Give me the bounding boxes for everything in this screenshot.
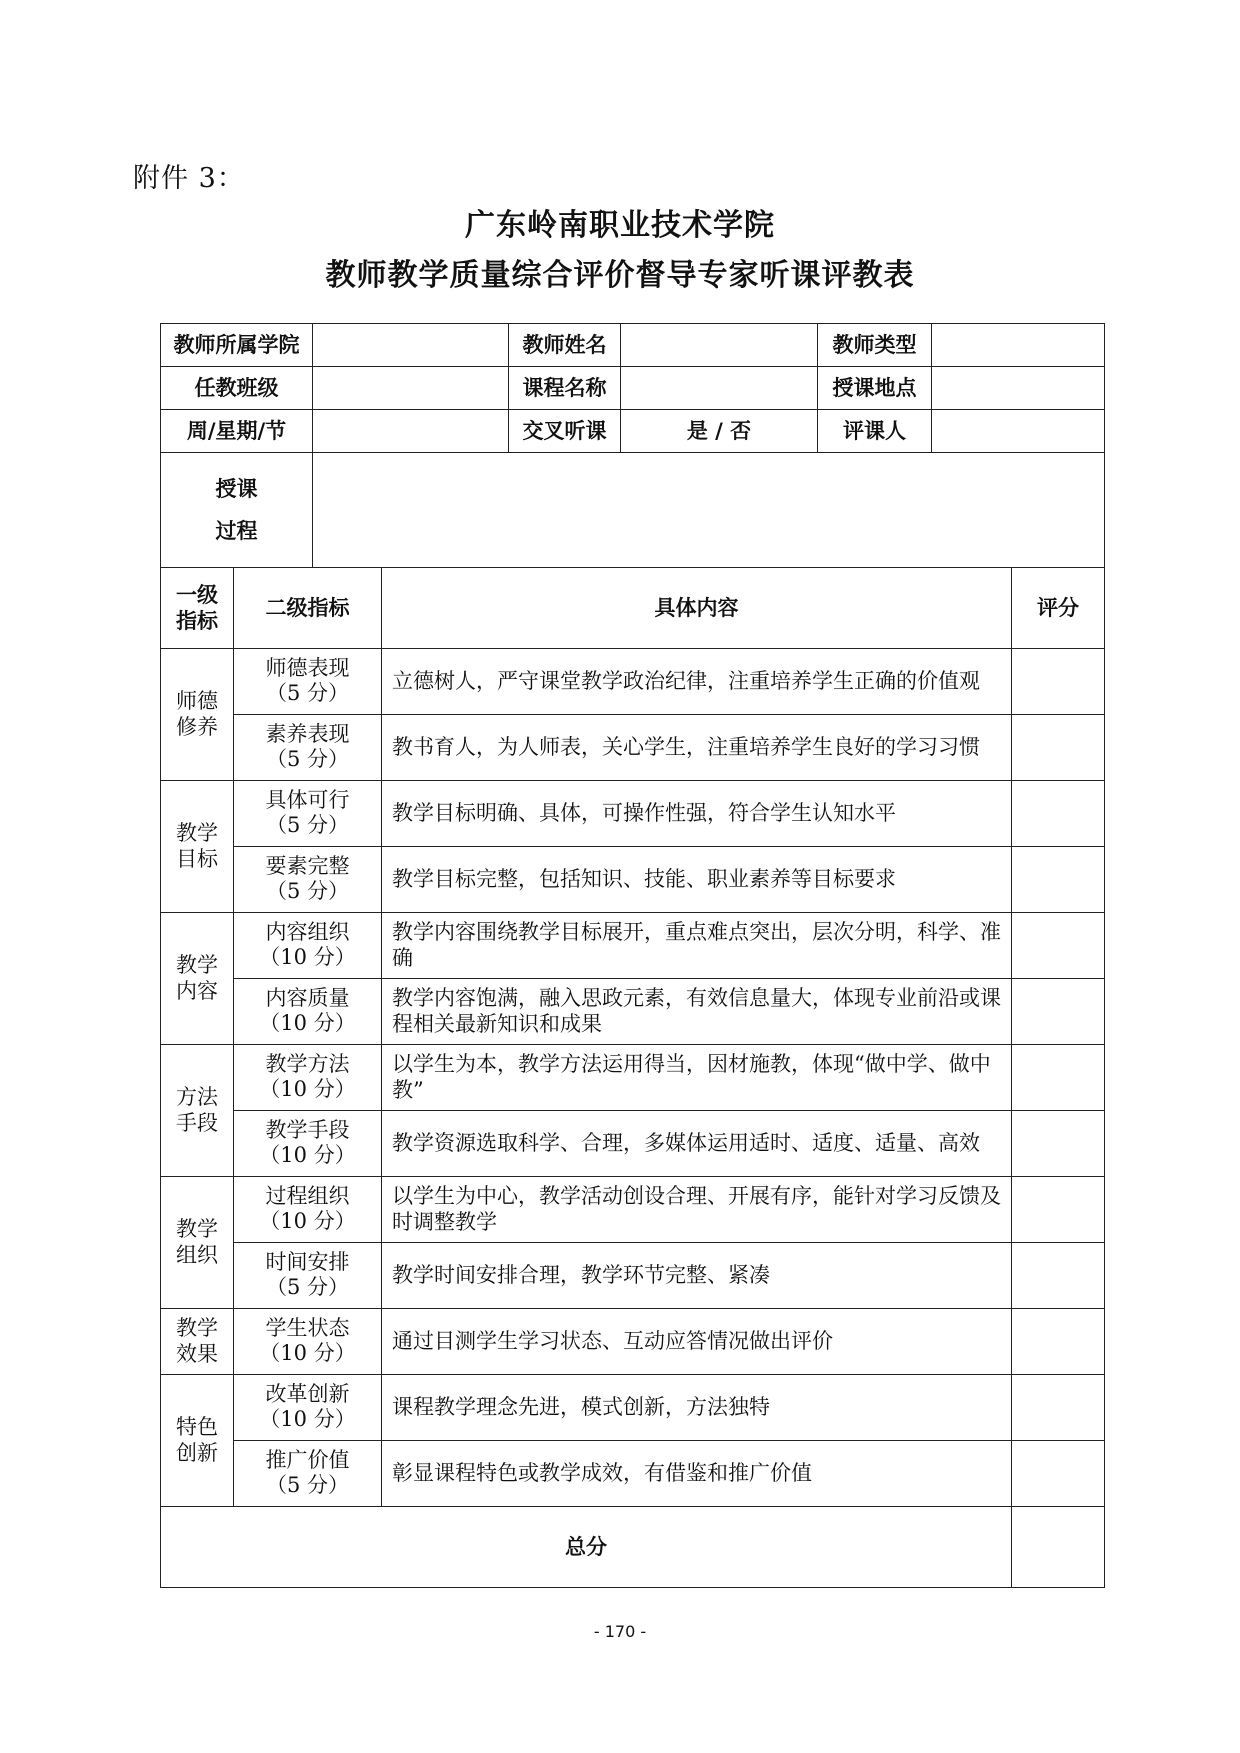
indicator-points: （10 分）: [259, 1143, 356, 1167]
course-label: 课程名称: [509, 367, 621, 410]
category-cell: [161, 648, 234, 780]
category-line1: 方法: [176, 1085, 218, 1109]
score-field[interactable]: [1012, 780, 1105, 846]
indicator-points: （10 分）: [259, 1011, 356, 1035]
category-line2: 创新: [176, 1441, 218, 1465]
indicator-content: 彰显课程特色或教学成效，有借鉴和推广价值: [382, 1440, 1012, 1506]
indicator-cell: [234, 648, 382, 714]
indicator-content: 教学目标明确、具体，可操作性强，符合学生认知水平: [382, 780, 1012, 846]
indicator-cell: [234, 1176, 382, 1242]
indicator-name: 内容组织: [265, 920, 350, 944]
indicator-name: 改革创新: [265, 1382, 350, 1406]
indicator-content: 教学时间安排合理，教学环节完整、紧凑: [382, 1242, 1012, 1308]
indicator-points: （5 分）: [265, 747, 350, 771]
total-label: 总分: [161, 1506, 1012, 1587]
course-field[interactable]: [621, 367, 818, 410]
category-cell: [161, 1374, 234, 1506]
indicator-cell: [234, 1374, 382, 1440]
location-field[interactable]: [932, 367, 1105, 410]
category-line2: 目标: [176, 847, 218, 871]
category-line1: 师德: [176, 689, 218, 713]
teacher-name-label: 教师姓名: [509, 324, 621, 367]
indicator-content: 课程教学理念先进，模式创新，方法独特: [382, 1374, 1012, 1440]
process-label: [161, 453, 313, 568]
score-field[interactable]: [1012, 1374, 1105, 1440]
indicator-cell: [234, 780, 382, 846]
category-line2: 手段: [176, 1111, 218, 1135]
indicator-content: 以学生为中心，教学活动创设合理、开展有序，能针对学习反馈及时调整教学: [382, 1176, 1012, 1242]
indicator-points: （10 分）: [259, 945, 356, 969]
document-title: 广东岭南职业技术学院: [465, 208, 775, 243]
attachment-label: 附件 3：: [133, 163, 245, 194]
indicator-points: （10 分）: [259, 1341, 356, 1365]
indicator-cell: [234, 978, 382, 1044]
score-field[interactable]: [1012, 714, 1105, 780]
score-field[interactable]: [1012, 1242, 1105, 1308]
teacher-type-label: 教师类型: [818, 324, 932, 367]
indicator-points: （10 分）: [259, 1209, 356, 1233]
teacher-info-table: [160, 323, 1105, 568]
indicator-cell: [234, 846, 382, 912]
document-subtitle: 教师教学质量综合评价督导专家听课评教表: [325, 258, 915, 293]
category-line1: 教学: [176, 821, 218, 845]
score-field[interactable]: [1012, 1044, 1105, 1110]
header-level2: 二级指标: [234, 568, 382, 648]
category-line2: 修养: [176, 715, 218, 739]
header-level1-line1: 一级: [176, 582, 218, 607]
indicator-points: （10 分）: [259, 1407, 356, 1431]
indicator-cell: [234, 1044, 382, 1110]
indicator-content: 教学内容饱满，融入思政元素，有效信息量大，体现专业前沿或课程相关最新知识和成果: [382, 978, 1012, 1044]
indicator-name: 教学方法: [265, 1052, 350, 1076]
reviewer-label: 评课人: [818, 410, 932, 453]
indicator-content: 以学生为本，教学方法运用得当，因材施教，体现“做中学、做中教”: [382, 1044, 1012, 1110]
category-line1: 特色: [176, 1415, 218, 1439]
category-cell: [161, 1308, 234, 1374]
indicator-name: 师德表现: [265, 656, 350, 680]
header-level1-line2: 指标: [176, 608, 218, 633]
total-score-field[interactable]: [1012, 1506, 1105, 1587]
indicator-name: 过程组织: [265, 1184, 350, 1208]
indicator-points: （5 分）: [265, 681, 350, 705]
score-field[interactable]: [1012, 978, 1105, 1044]
week-label: 周/星期/节: [161, 410, 313, 453]
score-field[interactable]: [1012, 846, 1105, 912]
category-line2: 效果: [176, 1342, 218, 1366]
indicator-content: 通过目测学生学习状态、互动应答情况做出评价: [382, 1308, 1012, 1374]
evaluation-table: [160, 568, 1105, 1588]
header-score: 评分: [1012, 568, 1105, 648]
cross-label: 交叉听课: [509, 410, 621, 453]
college-field[interactable]: [313, 324, 509, 367]
indicator-name: 推广价值: [265, 1448, 350, 1472]
indicator-content: 教学目标完整，包括知识、技能、职业素养等目标要求: [382, 846, 1012, 912]
indicator-points: （5 分）: [265, 879, 350, 903]
score-field[interactable]: [1012, 1440, 1105, 1506]
indicator-cell: [234, 714, 382, 780]
category-cell: [161, 912, 234, 1044]
indicator-name: 素养表现: [265, 722, 350, 746]
score-field[interactable]: [1012, 912, 1105, 978]
page-number: - 170 -: [593, 1622, 647, 1641]
location-label: 授课地点: [818, 367, 932, 410]
indicator-name: 学生状态: [265, 1316, 350, 1340]
indicator-content: 教学资源选取科学、合理，多媒体运用适时、适度、适量、高效: [382, 1110, 1012, 1176]
category-line2: 内容: [176, 979, 218, 1003]
category-cell: [161, 780, 234, 912]
score-field[interactable]: [1012, 648, 1105, 714]
indicator-cell: [234, 1440, 382, 1506]
indicator-cell: [234, 1242, 382, 1308]
week-field[interactable]: [313, 410, 509, 453]
indicator-points: （5 分）: [265, 1275, 350, 1299]
indicator-points: （5 分）: [265, 813, 350, 837]
process-label-line1: 授课: [215, 477, 258, 501]
class-field[interactable]: [313, 367, 509, 410]
indicator-name: 要素完整: [265, 854, 350, 878]
category-cell: [161, 1176, 234, 1308]
indicator-cell: [234, 1308, 382, 1374]
indicator-cell: [234, 912, 382, 978]
category-line2: 组织: [176, 1243, 218, 1267]
category-line1: 教学: [176, 1316, 218, 1340]
indicator-name: 教学手段: [265, 1118, 350, 1142]
category-line1: 教学: [176, 953, 218, 977]
teacher-name-field[interactable]: [621, 324, 818, 367]
teacher-type-field[interactable]: [932, 324, 1105, 367]
score-field[interactable]: [1012, 1308, 1105, 1374]
process-field[interactable]: [313, 453, 1105, 568]
indicator-points: （10 分）: [259, 1077, 356, 1101]
header-level1: [161, 568, 234, 648]
indicator-content: 教学内容围绕教学目标展开，重点难点突出，层次分明，科学、准确: [382, 912, 1012, 978]
reviewer-field[interactable]: [932, 410, 1105, 453]
college-label: 教师所属学院: [161, 324, 313, 367]
indicator-name: 具体可行: [265, 788, 350, 812]
class-label: 任教班级: [161, 367, 313, 410]
indicator-points: （5 分）: [265, 1473, 350, 1497]
cross-yes-no-option[interactable]: 是 / 否: [621, 410, 818, 453]
category-line1: 教学: [176, 1217, 218, 1241]
indicator-content: 教书育人，为人师表，关心学生，注重培养学生良好的学习习惯: [382, 714, 1012, 780]
score-field[interactable]: [1012, 1176, 1105, 1242]
category-cell: [161, 1044, 234, 1176]
indicator-name: 内容质量: [265, 986, 350, 1010]
score-field[interactable]: [1012, 1110, 1105, 1176]
indicator-name: 时间安排: [265, 1250, 350, 1274]
header-content: 具体内容: [382, 568, 1012, 648]
process-label-line2: 过程: [215, 519, 258, 543]
indicator-cell: [234, 1110, 382, 1176]
indicator-content: 立德树人，严守课堂教学政治纪律，注重培养学生正确的价值观: [382, 648, 1012, 714]
